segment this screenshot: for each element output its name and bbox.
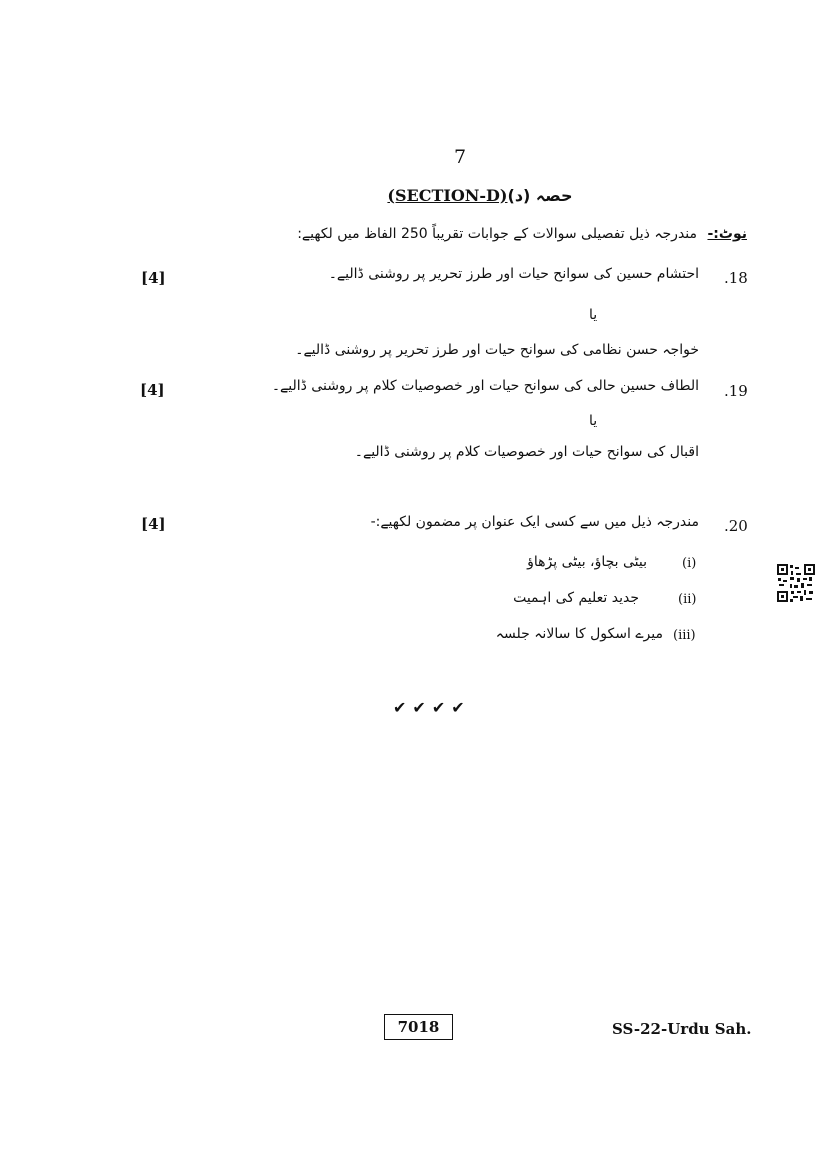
section-heading: [380, 186, 580, 205]
qr-code-icon: [776, 563, 816, 603]
question-18-text: احتشام حسین کی سوانح حیات اور طرز تحریر پر روشنی ڈالیے۔: [328, 266, 699, 282]
question-18-or: یا: [589, 307, 598, 323]
question-19-number: .19: [724, 382, 748, 400]
question-18-number: .18: [724, 269, 748, 287]
option-i-text: بیٹی بچاؤ، بیٹی پڑھاؤ: [527, 554, 647, 570]
note-label: نوٹ:-: [707, 226, 747, 242]
question-19-text: الطاف حسین حالی کی سوانح حیات اور خصوصیات کلام پر روشنی ڈالیے۔: [271, 378, 699, 394]
question-19-marks: [4]: [140, 381, 165, 399]
option-ii-text: جدید تعلیم کی اہمیت: [513, 590, 639, 606]
question-19-or: یا: [589, 413, 598, 429]
option-iii-text: میرے اسکول کا سالانہ جلسہ: [495, 626, 663, 642]
page-number: 7: [453, 146, 467, 168]
question-20-marks: [4]: [141, 515, 166, 533]
section-heading-urdu: حصہ (د): [507, 186, 573, 205]
option-ii-number: (ii): [678, 592, 697, 607]
question-20-number: .20: [724, 517, 748, 535]
section-heading-english: (SECTION-D): [387, 186, 508, 205]
footer-code-box: 7018: [384, 1014, 453, 1040]
instructions-note: [297, 226, 747, 242]
question-18-marks: [4]: [141, 269, 166, 287]
option-i-number: (i): [682, 556, 697, 571]
question-19-alt-text: اقبال کی سوانح حیات اور خصوصیات کلام پر روشنی ڈالیے۔: [354, 444, 699, 460]
question-18-alt-text: خواجہ حسن نظامی کی سوانح حیات اور طرز تحریر پر روشنی ڈالیے۔: [295, 342, 699, 358]
paper-code: SS-22-Urdu Sah.: [612, 1020, 752, 1038]
end-of-paper-ticks: ✔✔✔✔: [393, 698, 471, 717]
note-text: مندرجہ ذیل تفصیلی سوالات کے جوابات تقریباً 250 الفاظ میں لکھیے:: [297, 226, 698, 242]
option-iii-number: (iii): [673, 628, 696, 643]
question-20-text: مندرجہ ذیل میں سے کسی ایک عنوان پر مضمون لکھیے:-: [370, 514, 699, 530]
